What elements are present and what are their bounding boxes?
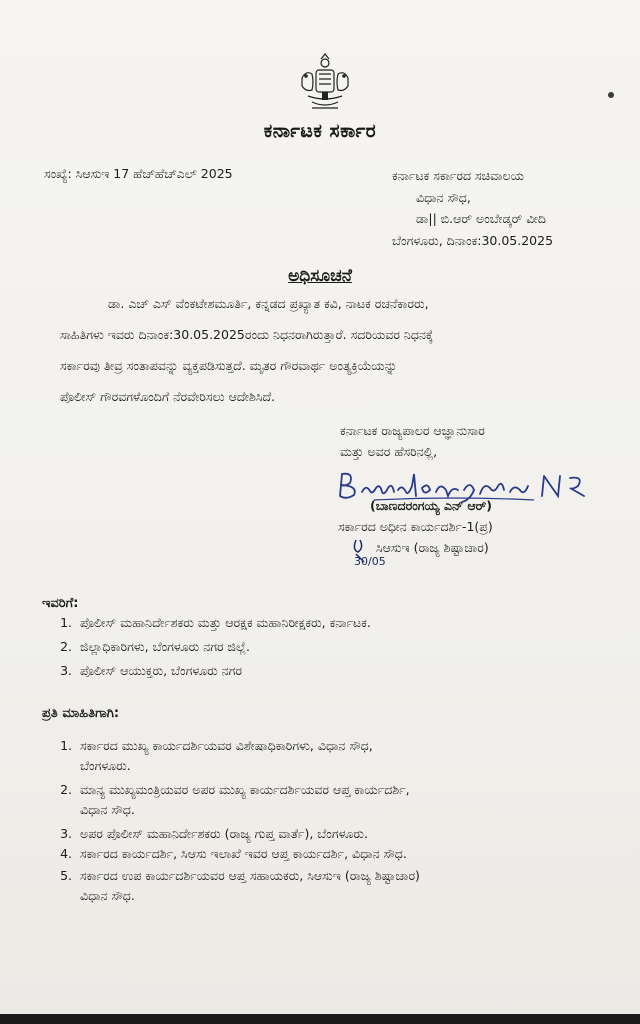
copies-heading: ಪ್ರತಿ ಮಾಹಿತಿಗಾಗಿ: [42,706,120,721]
designation-line: ಸರ್ಕಾರದ ಅಧೀನ ಕಾರ್ಯದರ್ಶಿ-1(ಪ್ರ) [338,519,493,534]
authority-line: ಮತ್ತು ಅವರ ಹೆಸರಿನಲ್ಲಿ, [340,444,438,459]
list-item: 2. ಜಿಲ್ಲಾಧಿಕಾರಿಗಳು, ಬೆಂಗಳೂರು ನಗರ ಜಿಲ್ಲೆ. [76,635,371,659]
list-item-line: ಬೆಂಗಳೂರು. [80,758,131,773]
list-item [76,736,420,776]
body-line: ಡಾ. ಎಚ್ ಎಸ್ ವೆಂಕಟೇಶಮೂರ್ತಿ, ಕನ್ನಡದ ಪ್ರಖ್ಯಾತ ಕವಿ, ನಾಟಕ ರಚನೆಕಾರರು, [108,296,429,311]
body-line: ಸಾಹಿತಿಗಳು ಇವರು ದಿನಾಂಕ:30.05.2025ರಂದು ನಿಧನರಾಗಿರುತ್ತಾರೆ. ಸದರಿಯವರ ನಿಧನಕ್ಕೆ [60,327,434,342]
government-title: ಕರ್ನಾಟಕ ಸರ್ಕಾರ [263,120,377,142]
list-item-line: ವಿಧಾನ ಸೌಧ. [80,888,135,903]
ink-dot [608,92,614,98]
list-item-line: 1. ಸರ್ಕಾರದ ಮುಖ್ಯ ಕಾರ್ಯದರ್ಶಿಯವರ ವಿಶೇಷಾಧಿಕಾರಿಗಳು, ವಿಧಾನ ಸೌಧ, [80,738,373,753]
designation-line: ಸಿಆಸುಇ (ರಾಜ್ಯ ಶಿಷ್ಟಾಚಾರ) [376,540,489,555]
body-line: ಸರ್ಕಾರವು ತೀವ್ರ ಸಂತಾಪವನ್ನು ವ್ಯಕ್ತಪಡಿಸುತ್ತದೆ. ಮೃತರ ಗೌರವಾರ್ಥ ಅಂತ್ಯಕ್ರಿಯೆಯನ್ನು [60,358,398,373]
recipients-list [56,611,371,683]
copies-list [56,736,420,910]
recipients-heading: ಇವರಿಗೆ: [42,596,79,611]
list-item [76,866,420,906]
address-line: ಕರ್ನಾಟಕ ಸರ್ಕಾರದ ಸಚಿವಾಲಯ [392,168,524,183]
notification-body [60,288,600,412]
signer-name: (ಬಾಣದರಂಗಯ್ಯ ಎನ್ ಆರ್) [370,498,492,513]
office-address [392,165,553,251]
address-line: ವಿಧಾನ ಸೌಧ, [416,189,471,205]
page-bottom-edge [0,1014,640,1024]
authority-line: ಕರ್ನಾಟಕ ರಾಜ್ಯಪಾಲರ ಆಜ್ಞಾನುಸಾರ [340,423,485,438]
list-item-line: 5. ಸರ್ಕಾರದ ಉಪ ಕಾರ್ಯದರ್ಶಿಯವರ ಆಪ್ತ ಸಹಾಯಕರು, ಸಿಆಸುಇ (ರಾಜ್ಯ ಶಿಷ್ಟಾಚಾರ) [80,868,420,883]
issue-date-line: ಬೆಂಗಳೂರು, ದಿನಾಂಕ:30.05.2025 [392,232,554,248]
address-line: ಡಾ|| ಬಿ.ಆರ್ ಅಂಬೇಡ್ಕರ್ ವೀದಿ [416,211,546,226]
initial-date: 30/05 [354,555,386,568]
list-item-line: ವಿಧಾನ ಸೌಧ. [80,802,135,817]
list-item-line: 4. ಸರ್ಕಾರದ ಕಾರ್ಯದರ್ಶಿ, ಸಿಆಸು ಇಲಾಖೆ ಇವರ ಆಪ್ತ ಕಾರ್ಯದರ್ಶಿ, ವಿಧಾನ ಸೌಧ. [80,846,407,861]
signer-name-block [370,495,492,516]
reference-number: ಸಂಖ್ಯೆ: ಸಿಆಸುಇ 17 ಹೆಚ್‌ಹೆಚ್‌ಎಲ್ 2025 [44,166,233,181]
karnataka-state-emblem-icon [292,52,358,114]
list-item [76,824,420,844]
list-item-line: 2. ಮಾನ್ಯ ಮುಖ್ಯಮಂತ್ರಿಯವರ ಅಪರ ಮುಖ್ಯ ಕಾರ್ಯದರ್ಶಿಯವರ ಆಪ್ತ ಕಾರ್ಯದರ್ಶಿ, [80,782,410,797]
list-item-line: 3. ಅಪರ ಪೊಲೀಸ್ ಮಹಾನಿರ್ದೇಶಕರು (ರಾಜ್ಯ ಗುಪ್ತ ವಾರ್ತೆ), ಬೆಂಗಳೂರು. [80,826,368,841]
list-item [76,780,420,820]
list-item: 1. ಪೊಲೀಸ್ ಮಹಾನಿರ್ದೇಶಕರು ಮತ್ತು ಆರಕ್ಷಕ ಮಹಾನಿರೀಕ್ಷಕರು, ಕರ್ನಾಟಕ. [76,611,371,635]
notification-title: ಅಧಿಸೂಚನೆ [288,266,352,286]
list-item: 3. ಪೊಲೀಸ್ ಆಯುಕ್ತರು, ಬೆಂಗಳೂರು ನಗರ [76,659,371,683]
body-line: ಪೊಲೀಸ್ ಗೌರವಗಳೊಂದಿಗೆ ನೆರವೇರಿಸಲು ಆದೇಶಿಸಿದೆ. [60,389,276,404]
list-item [76,844,420,864]
authority-lines [340,420,485,462]
